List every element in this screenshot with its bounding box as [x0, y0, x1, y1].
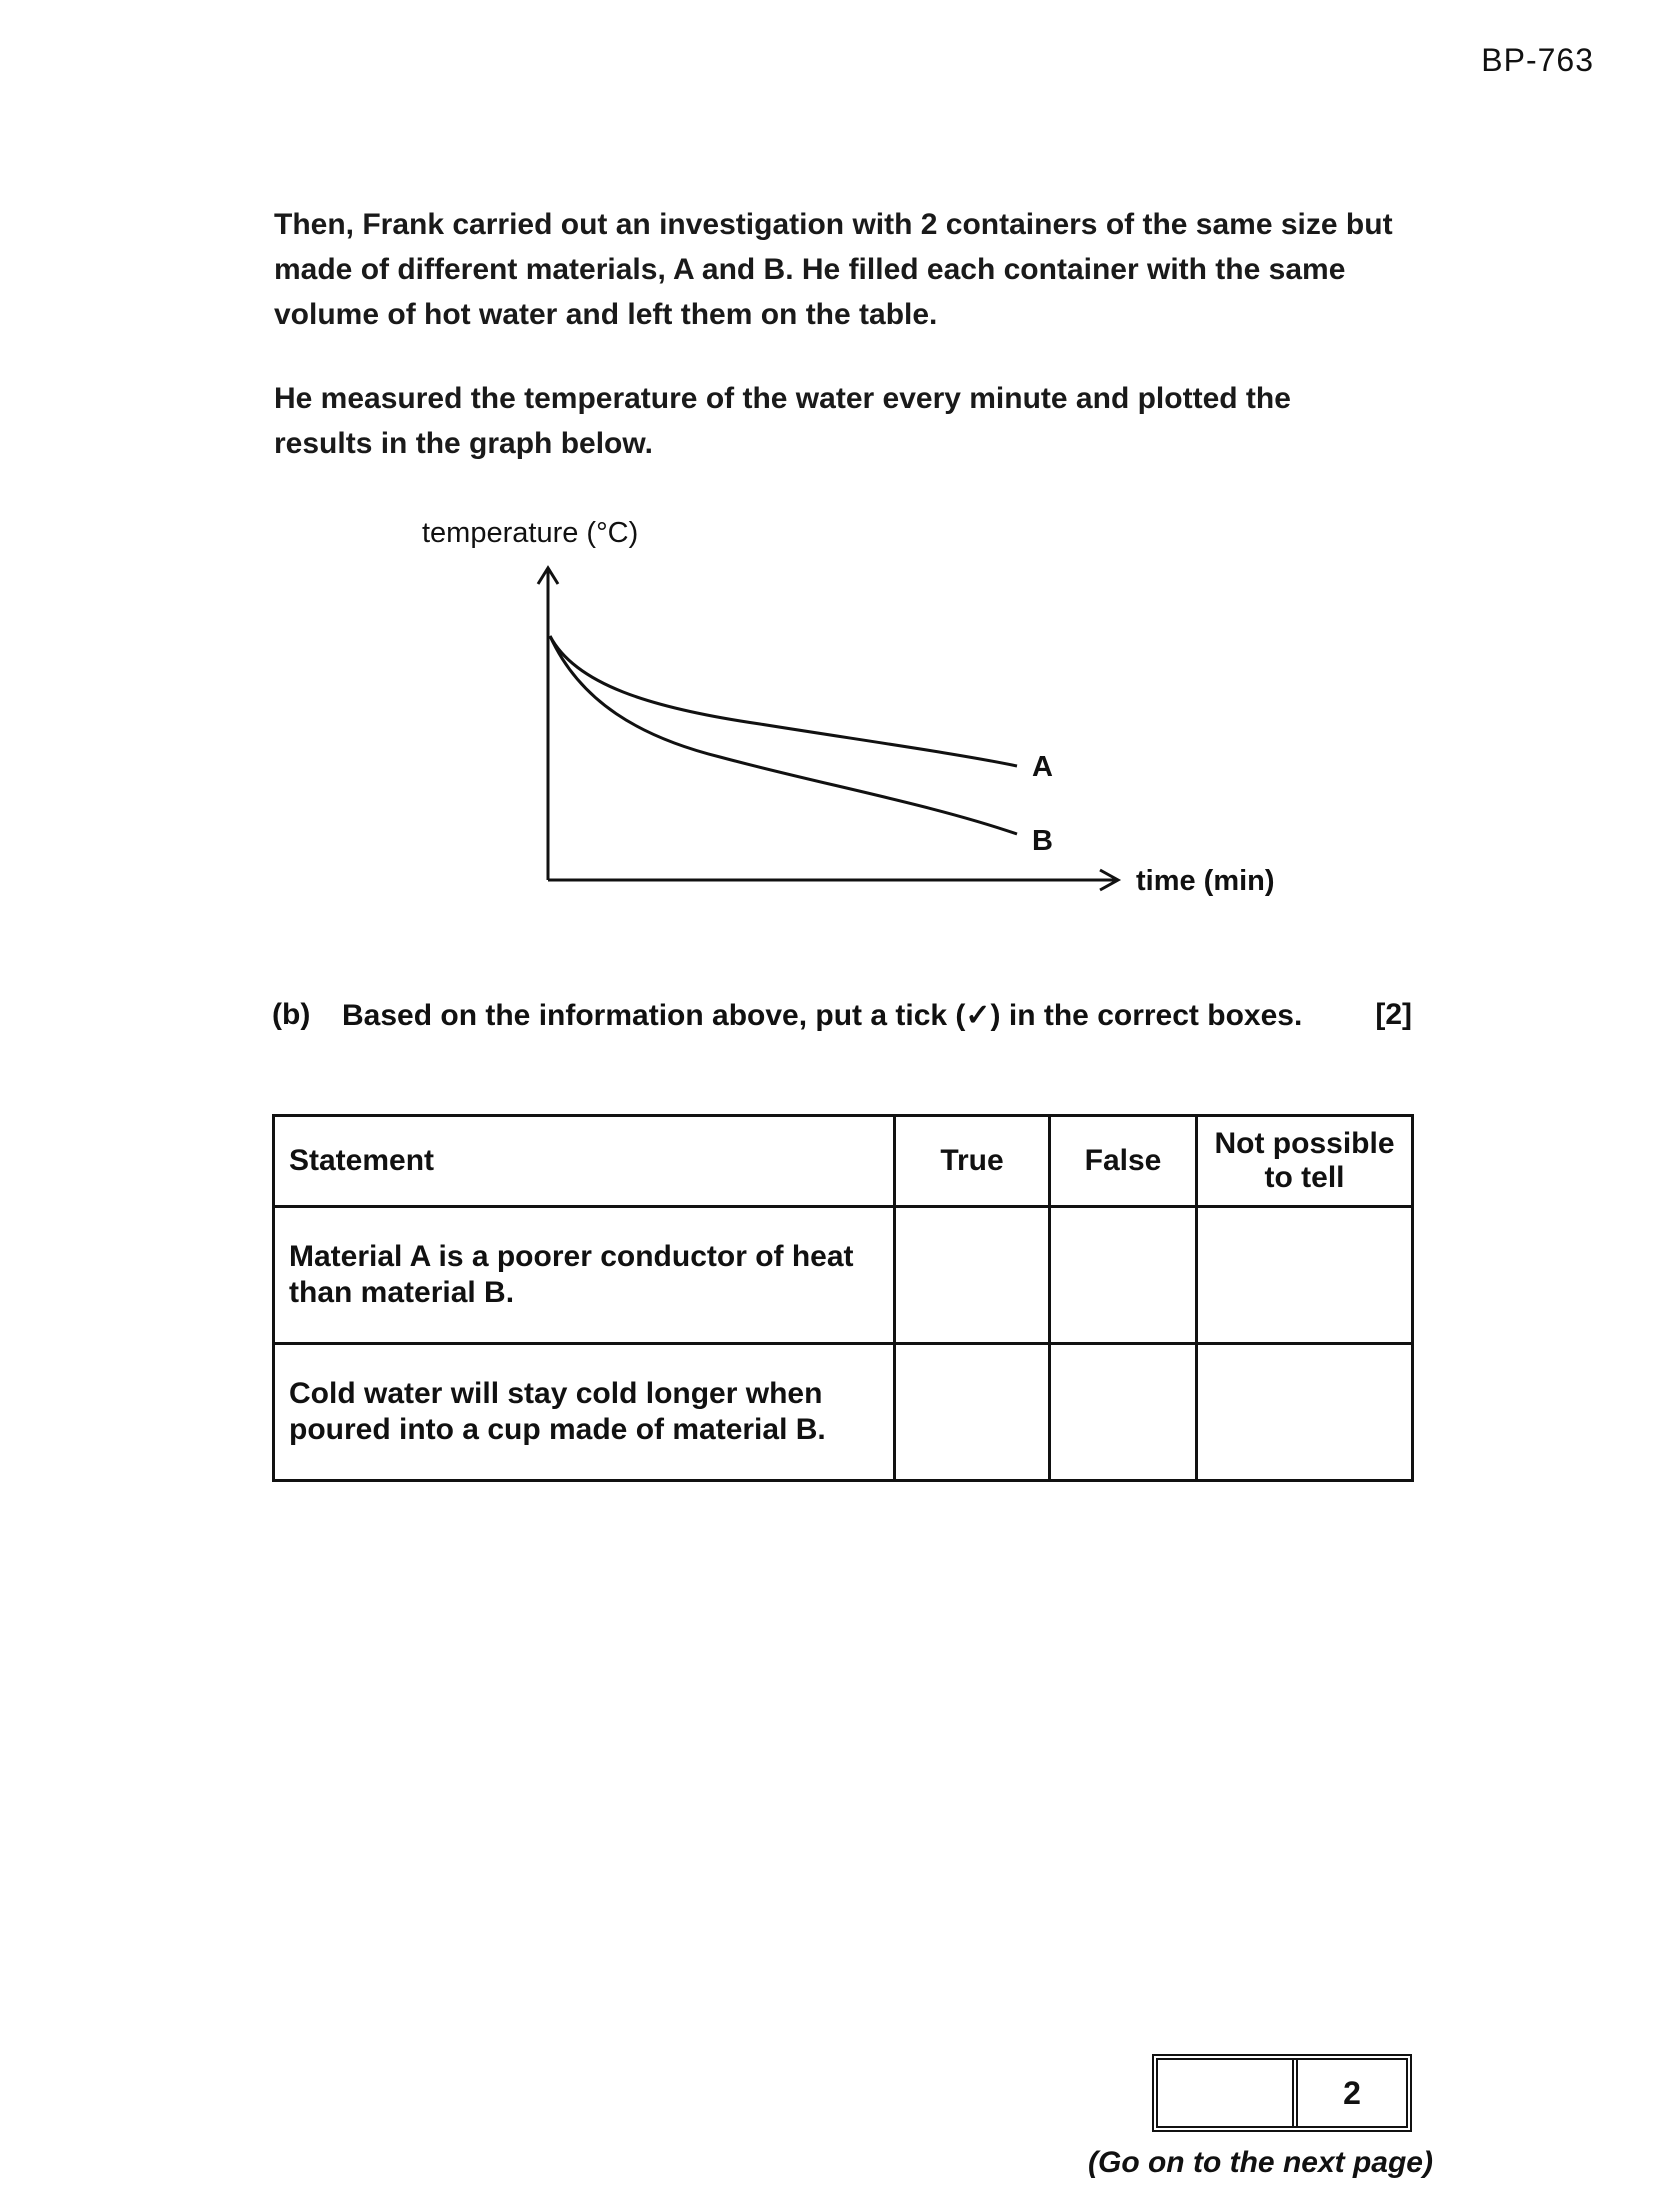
- tick-box-false-2[interactable]: [1050, 1344, 1197, 1481]
- series-label-b: B: [1032, 825, 1053, 857]
- y-axis-label: temperature (°C): [422, 517, 639, 549]
- question-number: (b): [272, 998, 311, 1031]
- tick-box-false-1[interactable]: [1050, 1207, 1197, 1344]
- table-header-row: [274, 1116, 1413, 1207]
- tick-box-true-2[interactable]: [895, 1344, 1050, 1481]
- tick-box-not-possible-2[interactable]: [1197, 1344, 1413, 1481]
- score-box: [1152, 2054, 1412, 2132]
- header-true: True: [895, 1116, 1050, 1207]
- series-label-a: A: [1032, 751, 1053, 783]
- header-not-possible: Not possible to tell: [1197, 1116, 1413, 1207]
- tick-table: [272, 1114, 1414, 1482]
- header-statement: Statement: [274, 1116, 895, 1207]
- footer-note: (Go on to the next page): [1088, 2146, 1433, 2179]
- series-line-b: [550, 636, 1017, 834]
- tick-box-true-1[interactable]: [895, 1207, 1050, 1344]
- question-marks: [2]: [1375, 998, 1412, 1031]
- header-false: False: [1050, 1116, 1197, 1207]
- statement-2: Cold water will stay cold longer when poured into a cup made of material B.: [274, 1344, 895, 1481]
- table-row: [274, 1344, 1413, 1481]
- score-total-marks: 2: [1292, 2060, 1406, 2126]
- page-code: BP-763: [1481, 42, 1594, 78]
- score-entry-field[interactable]: [1158, 2060, 1292, 2126]
- intro-paragraph: Then, Frank carried out an investigation with 2 containers of the same size but made of different materials, A and B. He filled each container with the same volume of hot water and left them on the table.: [274, 208, 1393, 331]
- series-line-a: [550, 636, 1017, 766]
- question-b: [272, 998, 1412, 1033]
- temperature-time-graph: [400, 512, 1300, 932]
- tick-box-not-possible-1[interactable]: [1197, 1207, 1413, 1344]
- table-row: [274, 1207, 1413, 1344]
- question-text: Based on the information above, put a tick (✓) in the correct boxes.: [342, 999, 1303, 1032]
- statement-1: Material A is a poorer conductor of heat than material B.: [274, 1207, 895, 1344]
- method-paragraph: He measured the temperature of the water every minute and plotted the results in the graph below.: [274, 382, 1291, 460]
- x-axis-label: time (min): [1136, 865, 1275, 897]
